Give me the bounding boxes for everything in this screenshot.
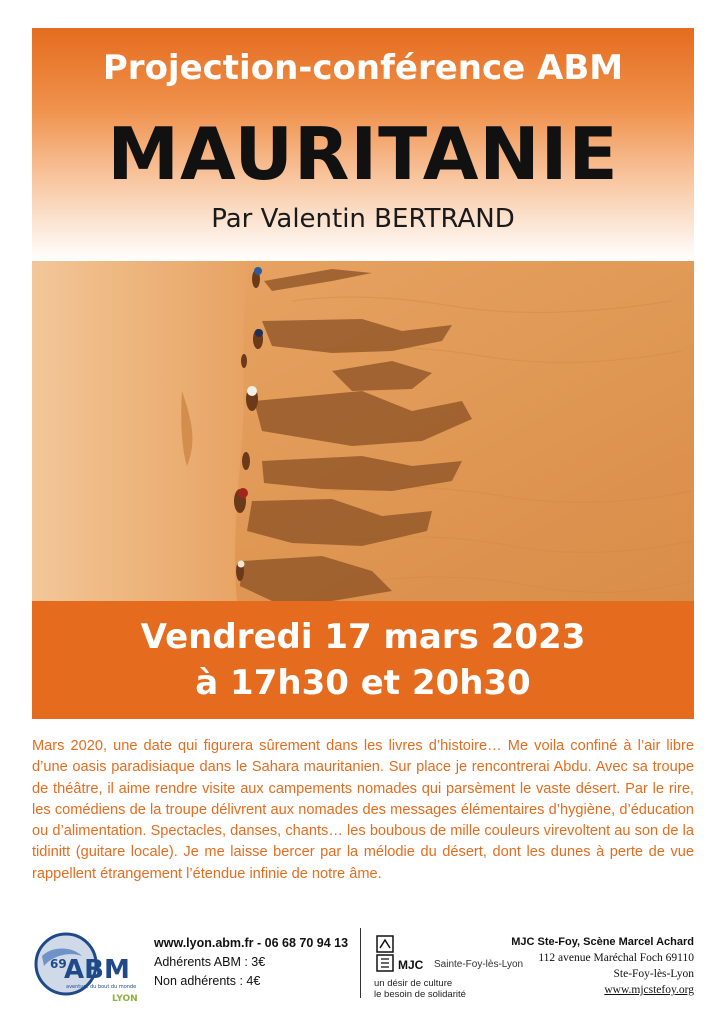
abm-logo-city: LYON — [112, 994, 138, 1004]
mjc-tagline-1: un désir de culture — [374, 978, 453, 989]
footer — [32, 920, 694, 1010]
venue-name: MJC Ste-Foy, Scène Marcel Achard — [511, 936, 694, 948]
mjc-logo-subname: Sainte-Foy-lès-Lyon — [434, 959, 524, 970]
event-times: à 17h30 et 20h30 — [195, 663, 531, 703]
abm-logo-number: 69 — [50, 957, 67, 971]
venue-city: Ste-Foy-lès-Lyon — [613, 968, 694, 980]
mjc-logo[interactable] — [374, 934, 524, 1004]
price-members: Adhérents ABM : 3€ — [154, 955, 266, 969]
mjc-building-icon — [374, 934, 396, 974]
desert-caravan-photo — [32, 261, 694, 601]
header-banner — [32, 28, 694, 261]
abm-logo-subtitle: aventure du bout du monde — [66, 984, 137, 990]
abm-logo-text: ABM — [64, 955, 130, 985]
event-author: Par Valentin BERTRAND — [211, 204, 515, 234]
mjc-tagline-2: le besoin de solidarité — [374, 989, 466, 1000]
event-pretitle: Projection-conférence ABM — [102, 48, 624, 88]
event-title: MAURITANIE — [107, 112, 619, 196]
event-date: Vendredi 17 mars 2023 — [140, 617, 586, 657]
abm-logo[interactable] — [32, 926, 142, 1004]
footer-divider — [360, 928, 361, 998]
contact-web-phone[interactable]: www.lyon.abm.fr - 06 68 70 94 13 — [154, 936, 349, 950]
mjc-logo-name: MJC — [398, 958, 424, 972]
event-description: Mars 2020, une date qui figurera sûrement dans les livres d’histoire… Me voila confiné à l’air libre d’une oasis paradisiaque dans le Sahara mauritanien. Sur place je rencontrerai Abdu. Avec sa troupe de théâtre, il aime rendre visite aux campements nomades qui parsèment le vaste désert. Par le rire, les comédiens de la troupe délivrent aux nomades des messages élémentaires d’hygiène, d’éducation ou d’alimentation. Spectacles, danses, chants… les boubous de mille couleurs virevoltent au son de la tidinitt (guitare locale). Je me laisse bercer par la mélodie du désert, dont les dunes à perte de vue rappellent étrangement l’étendue infinie de notre âme. — [32, 738, 694, 882]
mjc-logo-tagline — [374, 978, 466, 1000]
event-date-band — [32, 601, 694, 719]
price-non-members: Non adhérents : 4€ — [154, 974, 261, 988]
venue-street: 112 avenue Maréchal Foch 69110 — [538, 952, 694, 964]
venue-info — [511, 934, 694, 998]
venue-website-link[interactable]: www.mjcstefoy.org — [604, 984, 694, 996]
contact-info — [154, 934, 348, 991]
